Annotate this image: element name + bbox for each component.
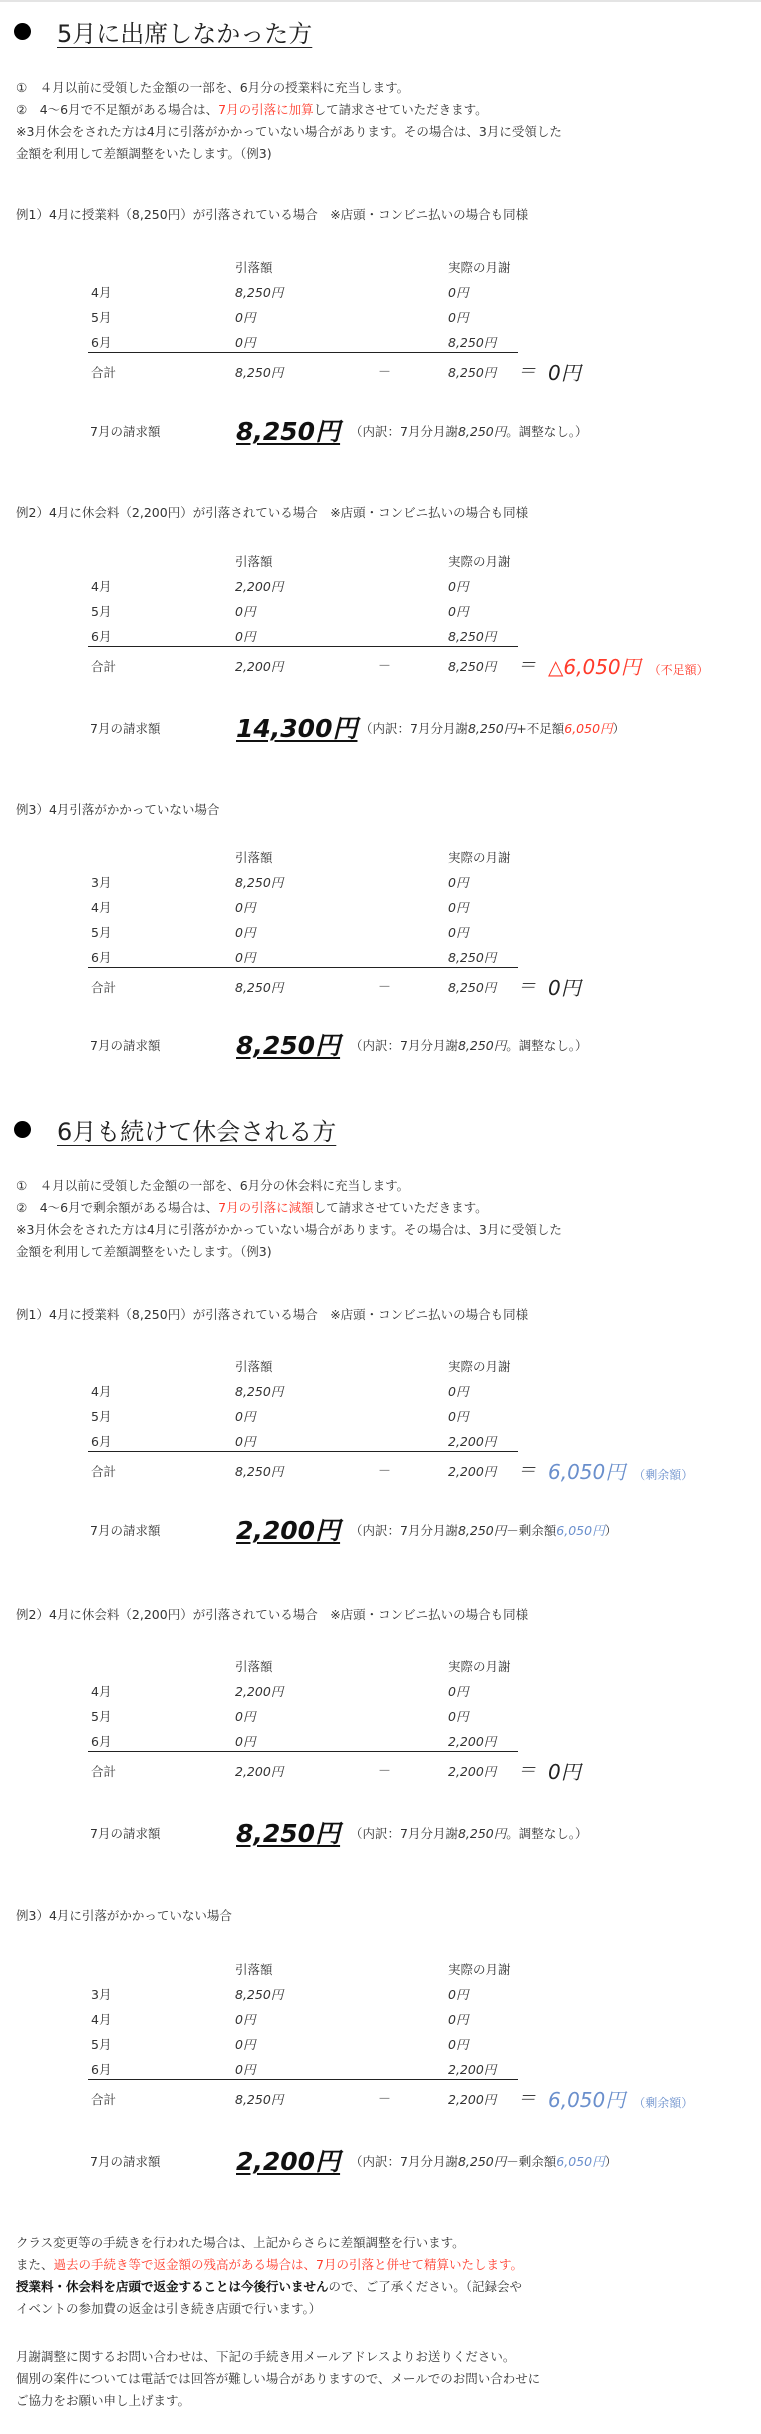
bill-breakdown: （内訳：7月分月謝8,250円+不足額6,050円）	[360, 721, 626, 736]
row-month: 4月	[91, 1384, 112, 1399]
row-month: 6月	[91, 1734, 112, 1749]
col-header-actual: 実際の月謝	[448, 850, 511, 865]
total-actual: 8,250円	[448, 980, 497, 995]
row-month: 4月	[91, 900, 112, 915]
row-withdraw: 0円	[235, 1409, 256, 1424]
col-header-withdraw: 引落額	[235, 260, 273, 275]
row-month: 5月	[91, 604, 112, 619]
row-actual: 0円	[448, 285, 469, 300]
equals-sign: ＝	[518, 2088, 536, 2109]
row-actual: 0円	[448, 2037, 469, 2052]
row-month: 5月	[91, 310, 112, 325]
example-title: 例1）4月に授業料（8,250円）が引落されている場合 ※店頭・コンビニ払いの場合も同様	[16, 1307, 529, 1322]
minus-sign: －	[378, 659, 392, 674]
row-actual: 8,250円	[448, 629, 497, 644]
col-header-actual: 実際の月謝	[448, 554, 511, 569]
minus-sign: －	[378, 980, 392, 995]
row-month: 5月	[91, 2037, 112, 2052]
row-actual: 0円	[448, 579, 469, 594]
total-label: 合計	[91, 659, 117, 674]
col-header-withdraw: 引落額	[235, 1659, 273, 1674]
row-actual: 2,200円	[448, 2062, 497, 2077]
row-month: 6月	[91, 335, 112, 350]
row-actual: 0円	[448, 1709, 469, 1724]
result-note: （剰余額）	[633, 1468, 694, 1482]
total-withdraw: 8,250円	[235, 365, 284, 380]
row-withdraw: 0円	[235, 629, 256, 644]
bill-breakdown: （内訳：7月分月謝8,250円－剰余額6,050円）	[350, 2154, 618, 2169]
intro-line-3: ※3月休会をされた方は4月に引落がかかっていない場合があります。その場合は、3月に受領した	[16, 124, 562, 139]
bill-amount: 2,200円	[236, 1516, 341, 1545]
row-withdraw: 0円	[235, 310, 256, 325]
total-rule	[88, 967, 518, 968]
example-title: 例3）4月引落がかかっていない場合	[16, 802, 220, 817]
bill-breakdown: （内訳：7月分月謝8,250円。調整なし。）	[350, 424, 588, 439]
intro-line-4: 金額を利用して差額調整をいたします。（例3)	[16, 1244, 272, 1259]
row-actual: 8,250円	[448, 950, 497, 965]
row-withdraw: 0円	[235, 925, 256, 940]
footer-line-7: ご協力をお願い申し上げます。	[16, 2393, 191, 2408]
equals-sign: ＝	[518, 1760, 536, 1781]
row-withdraw: 0円	[235, 2062, 256, 2077]
bullet-icon	[14, 1121, 31, 1138]
total-withdraw: 2,200円	[235, 1764, 284, 1779]
row-month: 4月	[91, 1684, 112, 1699]
row-actual: 0円	[448, 925, 469, 940]
example-title: 例1）4月に授業料（8,250円）が引落されている場合 ※店頭・コンビニ払いの場合も同様	[16, 207, 529, 222]
total-withdraw: 8,250円	[235, 2092, 284, 2107]
row-month: 6月	[91, 1434, 112, 1449]
col-header-actual: 実際の月謝	[448, 1359, 511, 1374]
row-withdraw: 0円	[235, 1734, 256, 1749]
example-title: 例3）4月に引落がかかっていない場合	[16, 1908, 232, 1923]
footer-line-2: また、過去の手続き等で返金額の残高がある場合は、7月の引落と併せて精算いたします。	[16, 2257, 523, 2272]
row-withdraw: 0円	[235, 2037, 256, 2052]
row-actual: 2,200円	[448, 1734, 497, 1749]
bill-amount: 8,250円	[236, 1819, 341, 1848]
footer-line-5: 月謝調整に関するお問い合わせは、下記の手続き用メールアドレスよりお送りください。	[16, 2349, 516, 2364]
intro-line-4: 金額を利用して差額調整をいたします。（例3)	[16, 146, 272, 161]
total-rule	[88, 646, 518, 647]
red-emphasis: 7月の引落に減額	[218, 1200, 314, 1215]
row-actual: 0円	[448, 2012, 469, 2027]
row-actual: 0円	[448, 1987, 469, 2002]
section-heading-continue-leave	[14, 1112, 336, 1147]
row-month: 5月	[91, 1709, 112, 1724]
row-withdraw: 2,200円	[235, 579, 284, 594]
row-month: 3月	[91, 875, 112, 890]
difference-result: 0円	[548, 361, 581, 385]
result-note: （剰余額）	[633, 2096, 694, 2110]
row-withdraw: 0円	[235, 950, 256, 965]
bill-label: 7月の請求額	[90, 424, 161, 439]
row-month: 5月	[91, 925, 112, 940]
col-header-actual: 実際の月謝	[448, 260, 511, 275]
footer-line-6: 個別の案件については電話では回答が難しい場合がありますので、メールでのお問い合わせに	[16, 2371, 541, 2386]
bill-amount: 2,200円	[236, 2147, 341, 2176]
red-emphasis: 7月の引落に加算	[218, 102, 314, 117]
minus-sign: －	[378, 1764, 392, 1779]
total-label: 合計	[91, 1764, 117, 1779]
total-withdraw: 8,250円	[235, 1464, 284, 1479]
row-withdraw: 8,250円	[235, 1384, 284, 1399]
row-month: 4月	[91, 2012, 112, 2027]
bill-label: 7月の請求額	[90, 1523, 161, 1538]
row-actual: 0円	[448, 310, 469, 325]
row-withdraw: 2,200円	[235, 1684, 284, 1699]
row-withdraw: 8,250円	[235, 285, 284, 300]
row-actual: 0円	[448, 1409, 469, 1424]
col-header-actual: 実際の月謝	[448, 1962, 511, 1977]
bill-amount: 14,300円	[236, 714, 358, 743]
row-month: 6月	[91, 950, 112, 965]
row-withdraw: 0円	[235, 900, 256, 915]
intro-line-2: ② 4〜6月で剰余額がある場合は、7月の引落に減額して請求させていただきます。	[16, 1200, 488, 1215]
total-rule	[88, 2079, 518, 2080]
row-actual: 8,250円	[448, 335, 497, 350]
total-actual: 8,250円	[448, 659, 497, 674]
total-label: 合計	[91, 365, 117, 380]
equals-sign: ＝	[518, 361, 536, 382]
total-actual: 2,200円	[448, 1764, 497, 1779]
row-month: 5月	[91, 1409, 112, 1424]
total-withdraw: 8,250円	[235, 980, 284, 995]
row-actual: 0円	[448, 1384, 469, 1399]
col-header-withdraw: 引落額	[235, 1359, 273, 1374]
bill-label: 7月の請求額	[90, 2154, 161, 2169]
difference-result: △6,050円 （不足額）	[548, 655, 709, 679]
total-withdraw: 2,200円	[235, 659, 284, 674]
example-title: 例2）4月に休会料（2,200円）が引落されている場合 ※店頭・コンビニ払いの場合も同様	[16, 1607, 529, 1622]
footer-line-4: イベントの参加費の返金は引き続き店頭で行います。）	[16, 2301, 322, 2316]
minus-sign: －	[378, 1464, 392, 1479]
bullet-icon	[14, 23, 31, 40]
row-actual: 0円	[448, 900, 469, 915]
row-withdraw: 0円	[235, 335, 256, 350]
bill-label: 7月の請求額	[90, 1826, 161, 1841]
row-withdraw: 8,250円	[235, 1987, 284, 2002]
bold-emphasis: 授業料・休会料を店頭で返金することは今後行いません	[16, 2279, 329, 2294]
total-actual: 2,200円	[448, 2092, 497, 2107]
intro-line-1: ① ４月以前に受領した金額の一部を、6月分の休会料に充当します。	[16, 1178, 410, 1193]
bill-label: 7月の請求額	[90, 721, 161, 736]
result-note: （不足額）	[648, 663, 709, 677]
footer-line-1: クラス変更等の手続きを行われた場合は、上記からさらに差額調整を行います。	[16, 2235, 465, 2250]
row-withdraw: 8,250円	[235, 875, 284, 890]
col-header-withdraw: 引落額	[235, 850, 273, 865]
total-rule	[88, 352, 518, 353]
row-month: 6月	[91, 629, 112, 644]
intro-line-1: ① ４月以前に受領した金額の一部を、6月分の授業料に充当します。	[16, 80, 410, 95]
col-header-withdraw: 引落額	[235, 1962, 273, 1977]
section-heading-absent-may	[14, 14, 312, 49]
example-title: 例2）4月に休会料（2,200円）が引落されている場合 ※店頭・コンビニ払いの場合も同様	[16, 505, 529, 520]
footer-line-3: 授業料・休会料を店頭で返金することは今後行いませんので、ご了承ください。（記録会や	[16, 2279, 523, 2294]
red-emphasis: 過去の手続き等で返金額の残高がある場合は、7月の引落と併せて精算いたします。	[53, 2257, 523, 2272]
total-label: 合計	[91, 1464, 117, 1479]
minus-sign: －	[378, 2092, 392, 2107]
row-withdraw: 0円	[235, 2012, 256, 2027]
row-month: 6月	[91, 2062, 112, 2077]
equals-sign: ＝	[518, 1460, 536, 1481]
intro-line-3: ※3月休会をされた方は4月に引落がかかっていない場合があります。その場合は、3月に受領した	[16, 1222, 562, 1237]
bill-label: 7月の請求額	[90, 1038, 161, 1053]
difference-result: 0円	[548, 1760, 581, 1784]
bill-amount: 8,250円	[236, 1031, 341, 1060]
equals-sign: ＝	[518, 976, 536, 997]
total-actual: 2,200円	[448, 1464, 497, 1479]
row-withdraw: 0円	[235, 1709, 256, 1724]
bill-amount: 8,250円	[236, 417, 341, 446]
bill-breakdown: （内訳：7月分月謝8,250円－剰余額6,050円）	[350, 1523, 618, 1538]
intro-line-2: ② 4〜6月で不足額がある場合は、7月の引落に加算して請求させていただきます。	[16, 102, 488, 117]
row-month: 4月	[91, 285, 112, 300]
total-label: 合計	[91, 2092, 117, 2107]
top-divider	[0, 0, 761, 2]
row-withdraw: 0円	[235, 1434, 256, 1449]
row-actual: 0円	[448, 875, 469, 890]
col-header-actual: 実際の月謝	[448, 1659, 511, 1674]
row-month: 3月	[91, 1987, 112, 2002]
equals-sign: ＝	[518, 655, 536, 676]
total-rule	[88, 1451, 518, 1452]
row-actual: 2,200円	[448, 1434, 497, 1449]
bill-breakdown: （内訳：7月分月謝8,250円。調整なし。）	[350, 1038, 588, 1053]
difference-result: 6,050円 （剰余額）	[548, 2088, 694, 2112]
row-withdraw: 0円	[235, 604, 256, 619]
col-header-withdraw: 引落額	[235, 554, 273, 569]
difference-result: 0円	[548, 976, 581, 1000]
section-title: 6月も続けて休会される方	[57, 1118, 337, 1146]
difference-result: 6,050円 （剰余額）	[548, 1460, 694, 1484]
total-actual: 8,250円	[448, 365, 497, 380]
minus-sign: －	[378, 365, 392, 380]
row-actual: 0円	[448, 604, 469, 619]
total-label: 合計	[91, 980, 117, 995]
total-rule	[88, 1751, 518, 1752]
row-actual: 0円	[448, 1684, 469, 1699]
section-title: 5月に出席しなかった方	[57, 20, 313, 48]
bill-breakdown: （内訳：7月分月謝8,250円。調整なし。）	[350, 1826, 588, 1841]
row-month: 4月	[91, 579, 112, 594]
